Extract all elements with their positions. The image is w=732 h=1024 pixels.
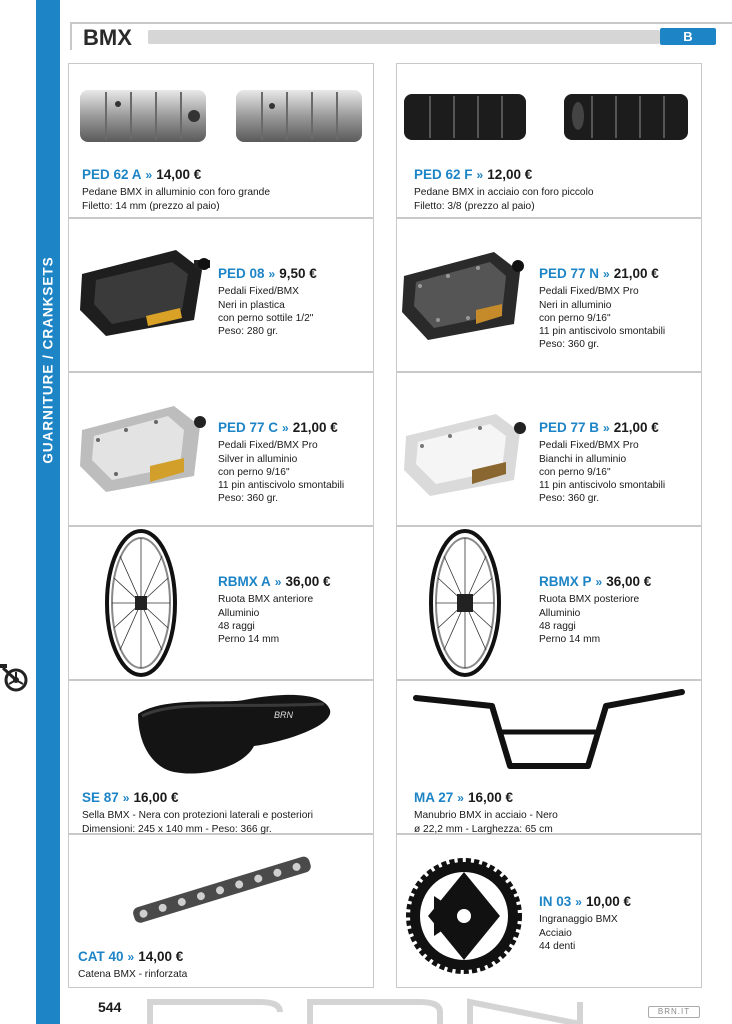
product-desc: Pedali Fixed/BMX Pro (539, 440, 639, 452)
product-desc: Filetto: 14 mm (prezzo al paio) (82, 200, 220, 212)
product-desc: 48 raggi (539, 620, 576, 632)
product-code: CAT 40 (78, 949, 124, 964)
separator: » (274, 575, 282, 589)
product-desc: 11 pin antiscivolo smontabili (218, 479, 345, 491)
product-price: 21,00 € (613, 266, 659, 281)
product-desc: Peso: 360 gr. (218, 492, 279, 504)
product-ped08 (218, 264, 317, 338)
separator: » (282, 421, 289, 435)
sidebar-band (36, 0, 60, 1024)
separator: » (122, 791, 130, 805)
product-ped77n (539, 264, 665, 351)
product-desc: Bianchi in alluminio (539, 453, 627, 465)
product-desc: Perno 14 mm (539, 633, 601, 645)
product-desc: con perno 9/16" (539, 466, 611, 478)
product-desc: Dimensioni: 245 x 140 mm - Peso: 366 gr. (82, 823, 272, 835)
separator: » (127, 950, 135, 964)
product-ped77b (539, 418, 665, 505)
product-desc: Ruota BMX posteriore (539, 594, 640, 606)
product-desc: 11 pin antiscivolo smontabili (539, 325, 666, 337)
product-rbmxp (539, 572, 651, 646)
product-desc: Alluminio (539, 607, 581, 619)
product-code: RBMX A (218, 574, 271, 589)
bmx-chain-image (126, 846, 316, 934)
product-code: RBMX P (539, 574, 592, 589)
section-badge: B (660, 28, 716, 45)
product-ped77c (218, 418, 344, 505)
rear-wheel-image (428, 528, 502, 678)
chainring-image (404, 856, 524, 976)
front-wheel-image (104, 528, 178, 678)
product-price: 14,00 € (138, 949, 184, 964)
product-desc: Peso: 360 gr. (539, 492, 600, 504)
product-desc: Filetto: 3/8 (prezzo al paio) (414, 200, 535, 212)
product-price: 10,00 € (585, 894, 632, 909)
product-rbmxa (218, 572, 330, 646)
product-code: PED 77 N (539, 266, 600, 281)
product-price: 9,50 € (279, 266, 317, 281)
seat-logo-text: BRN (274, 710, 294, 720)
product-price: 21,00 € (292, 420, 338, 435)
product-desc: ø 22,2 mm - Larghezza: 65 cm (414, 823, 553, 835)
product-desc: Pedali Fixed/BMX (218, 286, 299, 298)
product-price: 16,00 € (133, 790, 179, 805)
product-desc: Pedali Fixed/BMX Pro (539, 286, 639, 298)
product-desc: Neri in alluminio (539, 299, 612, 311)
product-price: 36,00 € (285, 574, 331, 589)
product-code: MA 27 (414, 790, 454, 805)
plastic-pedal-image (76, 244, 212, 340)
product-desc: Acciaio (539, 927, 572, 939)
product-price: 36,00 € (606, 574, 652, 589)
product-desc: Manubrio BMX in acciaio - Nero (414, 810, 558, 822)
product-se87 (82, 788, 313, 836)
header-rule-vertical (70, 22, 72, 50)
product-in03 (539, 892, 631, 953)
product-desc: Ruota BMX anteriore (218, 594, 314, 606)
product-price: 14,00 € (156, 167, 202, 182)
separator: » (145, 168, 153, 182)
product-code: PED 62 F (414, 167, 473, 182)
product-price: 21,00 € (613, 420, 659, 435)
bmx-seat-image (134, 686, 334, 782)
product-desc: con perno sottile 1/2" (218, 312, 314, 324)
product-code: PED 62 A (82, 167, 142, 182)
footer-watermark (140, 996, 732, 1024)
product-desc: Sella BMX - Nera con protezioni laterali e posteriori (82, 810, 314, 822)
product-price: 16,00 € (467, 790, 513, 805)
page-number: 544 (98, 999, 122, 1015)
separator: » (268, 267, 276, 281)
product-desc: con perno 9/16" (539, 312, 611, 324)
crankset-icon (0, 656, 36, 696)
separator: » (575, 895, 582, 909)
separator: » (476, 168, 484, 182)
product-ped62f (414, 165, 594, 213)
separator: » (603, 267, 610, 281)
product-desc: con perno 9/16" (218, 466, 290, 478)
product-desc: Pedane BMX in alluminio con foro grande (82, 187, 271, 199)
product-price: 12,00 € (487, 167, 533, 182)
product-ped62a (82, 165, 270, 213)
product-code: SE 87 (82, 790, 119, 805)
page-title: BMX (83, 25, 132, 50)
sidebar-category-label: GUARNITURE / CRANKSETS (40, 256, 56, 464)
silver-alloy-pedal-image (76, 400, 208, 496)
product-desc: Peso: 280 gr. (218, 325, 279, 337)
product-cat40 (78, 947, 187, 982)
brand-logo: BRN.IT (648, 1006, 700, 1018)
product-code: PED 08 (218, 266, 265, 281)
separator: » (457, 791, 464, 805)
product-desc: 48 raggi (218, 620, 255, 632)
product-desc: Perno 14 mm (218, 633, 280, 645)
steel-pegs-image (402, 90, 694, 144)
product-desc: Pedali Fixed/BMX Pro (218, 440, 318, 452)
product-desc: 11 pin antiscivolo smontabili (539, 479, 666, 491)
product-desc: Pedane BMX in acciaio con foro piccolo (414, 187, 594, 199)
product-desc: Catena BMX - rinforzata (78, 969, 188, 981)
header-rule (70, 22, 732, 24)
product-code: IN 03 (539, 894, 572, 909)
product-desc: Alluminio (218, 607, 260, 619)
header-bar (148, 30, 660, 44)
product-desc: Ingranaggio BMX (539, 914, 618, 926)
black-alloy-pedal-image (398, 246, 528, 346)
product-desc: Neri in plastica (218, 299, 285, 311)
product-code: PED 77 C (218, 420, 279, 435)
separator: » (603, 421, 610, 435)
white-alloy-pedal-image (400, 408, 528, 498)
product-ma27 (414, 788, 558, 836)
product-code: PED 77 B (539, 420, 600, 435)
separator: » (595, 575, 603, 589)
product-desc: Peso: 360 gr. (539, 338, 600, 350)
alloy-pegs-image (76, 84, 368, 148)
product-desc: 44 denti (539, 940, 576, 952)
product-desc: Silver in alluminio (218, 453, 298, 465)
handlebar-image (412, 684, 686, 780)
